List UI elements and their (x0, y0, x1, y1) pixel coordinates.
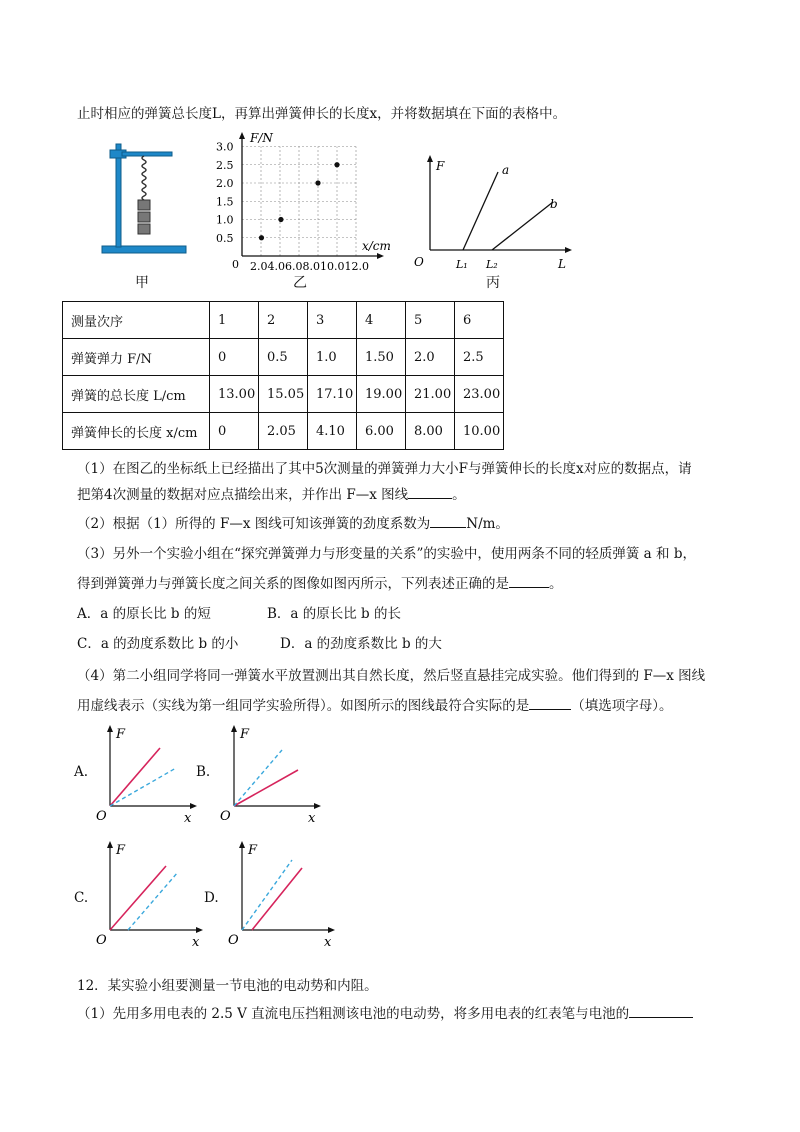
table-cell: 6.00 (357, 413, 406, 450)
table-cell: 10.00 (455, 413, 504, 450)
table-cell: 2.0 (406, 339, 455, 376)
q2-line (77, 512, 509, 532)
y-axis-arrow (239, 132, 245, 139)
table-cell: 6 (455, 302, 504, 339)
q3-line-2-text: 得到弹簧弹力与弹簧长度之间关系的图像如图丙所示，下列表述正确的是 (77, 576, 509, 592)
q12-title: 12．某实验小组要测量一节电池的电动势和内阻。 (77, 978, 378, 994)
weight-1 (138, 200, 150, 210)
stand-rod (116, 144, 121, 247)
q4-line-2 (77, 694, 673, 714)
table-cell: 弹簧的总长度 L/cm (63, 376, 210, 413)
table-cell: 1.50 (357, 339, 406, 376)
q3-option-a[interactable]: A．a 的原长比 b 的短 (77, 606, 211, 622)
graph-option-d (226, 838, 342, 948)
q3-option-b[interactable]: B．a 的原长比 b 的长 (267, 606, 401, 622)
q12-part-1 (77, 1002, 693, 1022)
y-tick-label: 2.5 (216, 158, 234, 172)
table-cell: 3 (308, 302, 357, 339)
y-axis-label: F/N (250, 131, 273, 145)
f-label: F (116, 843, 126, 858)
o-label: O (96, 809, 107, 824)
fig-label-jia: 甲 (135, 275, 149, 291)
table-cell: 13.00 (210, 376, 259, 413)
graph-c-label: C. (74, 890, 89, 906)
table-cell: 弹簧伸长的长度 x/cm (63, 413, 210, 450)
q2-end: N/m。 (466, 516, 509, 532)
table-row (63, 339, 504, 376)
graph-bing (410, 150, 580, 280)
origin-label: 0 (232, 258, 239, 271)
table-cell: 测量次序 (63, 302, 210, 339)
q4-end: （填选项字母）。 (571, 698, 673, 714)
q2-answer-blank[interactable] (430, 515, 466, 528)
table-row (63, 376, 504, 413)
q1-answer-blank[interactable] (408, 486, 452, 499)
l-label: L (558, 257, 566, 271)
q3-option-d[interactable]: D．a 的劲度系数比 b 的大 (280, 636, 442, 652)
q1-line-2-text: 把第4次测量的数据对应点描绘出来，并作出 F—x 图线 (77, 487, 409, 503)
graph-yi (212, 128, 392, 276)
solid-line (234, 770, 298, 806)
line-b (492, 202, 553, 250)
q4-line-1: （4）第二小组同学将同一弹簧水平放置测出其自然长度，然后竖直悬挂完成实验。他们得到的 F—x 图线 (77, 668, 706, 684)
table-cell: 1.0 (308, 339, 357, 376)
graph-option-a (94, 722, 204, 826)
data-point (278, 217, 283, 222)
q3-option-c[interactable]: C．a 的劲度系数比 b 的小 (77, 636, 239, 652)
solid-line (110, 748, 160, 806)
data-point (334, 162, 339, 167)
table-cell: 4 (357, 302, 406, 339)
o-label: O (96, 933, 107, 948)
x-tick-labels: 2.04.06.08.010.012.0 (250, 260, 369, 273)
q12-part-1-text: （1）先用多用电表的 2.5 V 直流电压挡粗测该电池的电动势，将多用电表的红表笔与电池的 (77, 1006, 630, 1022)
fig-label-yi: 乙 (293, 275, 307, 291)
weight-2 (138, 212, 150, 222)
graph-option-b (218, 722, 328, 826)
data-table (62, 301, 504, 450)
stand-base (102, 246, 186, 253)
l1-label: L₁ (456, 258, 468, 271)
table-cell: 4.10 (308, 413, 357, 450)
y-tick-label: 3.0 (216, 140, 234, 154)
q1-line-2 (77, 483, 466, 503)
y-tick-label: 0.5 (216, 231, 234, 245)
q3-line-1: （3）另外一个实验小组在“探究弹簧弹力与形变量的关系”的实验中，使用两条不同的轻质弹簧 a 和 b， (77, 546, 696, 562)
spring (142, 156, 146, 200)
q3-line-2 (77, 572, 563, 592)
y-tick-label: 1.5 (216, 195, 234, 209)
table-cell: 0 (210, 413, 259, 450)
y-tick-label: 2.0 (216, 177, 234, 190)
spring-apparatus-figure (100, 138, 190, 256)
dashed-line (234, 750, 282, 806)
l2-label: L₂ (486, 258, 498, 271)
x-label: x (192, 935, 200, 948)
table-cell: 0.5 (259, 339, 308, 376)
graph-b-label: B. (196, 764, 211, 780)
a-label: a (502, 163, 510, 177)
table-cell: 2.05 (259, 413, 308, 450)
table-cell: 21.00 (406, 376, 455, 413)
q2-text: （2）根据（1）所得的 F—x 图线可知该弹簧的劲度系数为 (77, 516, 431, 532)
dashed-line (110, 768, 176, 806)
data-point (259, 235, 264, 240)
q12-answer-blank[interactable] (629, 1005, 693, 1018)
graph-yi-grid (242, 147, 356, 257)
f-label: F (248, 843, 258, 858)
solid-line (110, 866, 166, 930)
x-axis-label: x/cm (362, 239, 391, 253)
table-cell: 23.00 (455, 376, 504, 413)
fig-label-bing: 丙 (486, 275, 500, 291)
dashed-line (242, 860, 292, 930)
stand-arm (122, 152, 172, 156)
table-cell: 2 (259, 302, 308, 339)
q3-answer-blank[interactable] (509, 575, 549, 588)
x-label: x (324, 935, 332, 948)
x-label: x (308, 811, 316, 826)
table-cell: 5 (406, 302, 455, 339)
f-axis-arrow (427, 155, 433, 162)
o-label: O (228, 933, 239, 948)
table-row (63, 413, 504, 450)
table-cell: 8.00 (406, 413, 455, 450)
q1-end: 。 (452, 487, 466, 503)
data-point (315, 180, 320, 185)
weight-3 (138, 224, 150, 234)
q4-answer-blank[interactable] (529, 697, 571, 710)
table-cell: 17.10 (308, 376, 357, 413)
graph-a-label: A. (74, 764, 89, 780)
table-cell: 15.05 (259, 376, 308, 413)
table-cell: 0 (210, 339, 259, 376)
table-cell: 2.5 (455, 339, 504, 376)
intro-text: 止时相应的弹簧总长度L，再算出弹簧伸长的长度x，并将数据填在下面的表格中。 (77, 106, 567, 122)
o-label: O (220, 809, 231, 824)
f-label: F (116, 727, 126, 742)
f-label: F (240, 727, 250, 742)
y-tick-label: 1.0 (216, 213, 234, 227)
q3-end: 。 (549, 576, 563, 592)
q1-line-1: （1）在图乙的坐标纸上已经描出了其中5次测量的弹簧弹力大小F与弹簧伸长的长度x对应的数据点，请 (77, 461, 692, 477)
table-row (63, 302, 504, 339)
l-axis-arrow (565, 247, 572, 253)
line-a (463, 172, 498, 250)
q4-line-2-text: 用虚线表示（实线为第一组同学实验所得）。如图所示的图线最符合实际的是 (77, 698, 530, 714)
table-cell: 1 (210, 302, 259, 339)
table-cell: 19.00 (357, 376, 406, 413)
solid-line (252, 868, 302, 930)
x-axis-arrow (377, 253, 384, 259)
graph-d-label: D. (204, 890, 219, 906)
table-cell: 弹簧弹力 F/N (63, 339, 210, 376)
b-label: b (550, 197, 558, 211)
f-label: F (436, 159, 445, 173)
graph-option-c (94, 838, 210, 948)
x-label: x (184, 811, 192, 826)
o-label: O (414, 255, 424, 269)
